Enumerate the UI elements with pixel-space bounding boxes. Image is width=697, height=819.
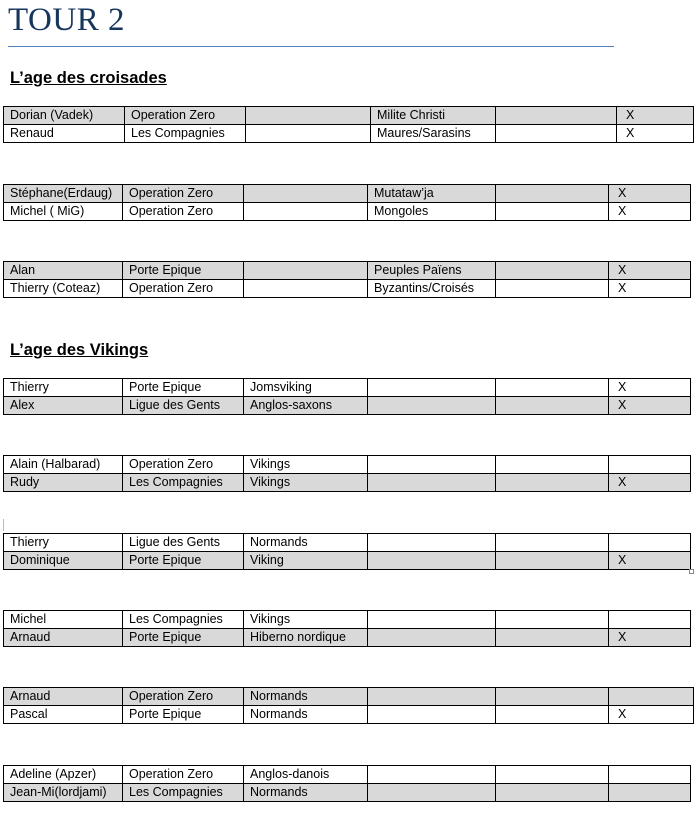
result-cell: X [609, 280, 691, 298]
result-cell [609, 688, 694, 706]
club-cell: Operation Zero [123, 203, 244, 221]
result-cell: X [609, 379, 691, 397]
club-cell: Operation Zero [125, 107, 246, 125]
table-row [4, 107, 694, 125]
match-table [3, 533, 691, 570]
paragraph-anchor-mark [3, 519, 4, 531]
club-cell: Porte Epique [123, 706, 244, 724]
player-cell: Michel [4, 611, 123, 629]
match-table [3, 455, 691, 492]
result-cell: X [609, 262, 691, 280]
result-cell [609, 534, 691, 552]
match-table [3, 610, 691, 647]
table-row [4, 379, 691, 397]
table-row [4, 688, 694, 706]
table-row [4, 262, 691, 280]
result-cell: X [609, 552, 691, 570]
score-cell [496, 125, 617, 143]
result-cell: X [609, 397, 691, 415]
table-row [4, 552, 691, 570]
army-cell [244, 203, 368, 221]
score-cell [496, 203, 609, 221]
score-cell [496, 629, 609, 647]
player-cell: Alain (Halbarad) [4, 456, 123, 474]
table-row [4, 125, 694, 143]
table-row [4, 766, 691, 784]
army2-cell: Peuples Païens [368, 262, 496, 280]
table-resize-handle[interactable] [689, 569, 694, 574]
table-row [4, 397, 691, 415]
army-cell: Normands [244, 534, 368, 552]
club-cell: Ligue des Gents [123, 534, 244, 552]
match-table [3, 687, 694, 724]
player-cell: Renaud [4, 125, 125, 143]
result-cell [609, 784, 691, 802]
club-cell: Operation Zero [123, 456, 244, 474]
score-cell [496, 611, 609, 629]
player-cell: Pascal [4, 706, 123, 724]
army-cell: Jomsviking [244, 379, 368, 397]
army2-cell [368, 456, 496, 474]
army2-cell: Maures/Sarasins [371, 125, 496, 143]
score-cell [496, 784, 609, 802]
score-cell [496, 688, 609, 706]
player-cell: Arnaud [4, 688, 123, 706]
score-cell [496, 552, 609, 570]
score-cell [496, 185, 609, 203]
army-cell: Hiberno nordique [244, 629, 368, 647]
result-cell: X [609, 185, 691, 203]
army2-cell: Mongoles [368, 203, 496, 221]
table-row [4, 456, 691, 474]
match-table [3, 106, 694, 143]
club-cell: Operation Zero [123, 185, 244, 203]
player-cell: Stéphane(Erdaug) [4, 185, 123, 203]
score-cell [496, 280, 609, 298]
army-cell [244, 262, 368, 280]
player-cell: Alex [4, 397, 123, 415]
club-cell: Operation Zero [123, 688, 244, 706]
army-cell: Anglos-saxons [244, 397, 368, 415]
army-cell: Vikings [244, 474, 368, 492]
table-row [4, 185, 691, 203]
score-cell [496, 766, 609, 784]
result-cell [609, 611, 691, 629]
match-table [3, 765, 691, 802]
player-cell: Rudy [4, 474, 123, 492]
title-rule [8, 46, 614, 47]
army-cell: Anglos-danois [244, 766, 368, 784]
army2-cell [368, 379, 496, 397]
player-cell: Thierry [4, 534, 123, 552]
army-cell: Normands [244, 784, 368, 802]
result-cell: X [609, 629, 691, 647]
army2-cell [368, 552, 496, 570]
army2-cell [368, 534, 496, 552]
army-cell: Normands [244, 706, 368, 724]
table-row [4, 474, 691, 492]
score-cell [496, 706, 609, 724]
score-cell [496, 474, 609, 492]
player-cell: Adeline (Apzer) [4, 766, 123, 784]
score-cell [496, 107, 617, 125]
army2-cell [368, 397, 496, 415]
player-cell: Dominique [4, 552, 123, 570]
score-cell [496, 456, 609, 474]
club-cell: Les Compagnies [123, 784, 244, 802]
match-table [3, 184, 691, 221]
result-cell: X [617, 107, 694, 125]
army2-cell [368, 629, 496, 647]
club-cell: Porte Epique [123, 379, 244, 397]
table-row [4, 611, 691, 629]
army2-cell [368, 706, 496, 724]
score-cell [496, 534, 609, 552]
army-cell: Vikings [244, 611, 368, 629]
page-title: TOUR 2 [8, 2, 125, 38]
army-cell [246, 107, 371, 125]
player-cell: Alan [4, 262, 123, 280]
score-cell [496, 262, 609, 280]
army-cell [246, 125, 371, 143]
match-table [3, 378, 691, 415]
result-cell: X [617, 125, 694, 143]
result-cell: X [609, 203, 691, 221]
score-cell [496, 379, 609, 397]
army2-cell [368, 688, 496, 706]
army2-cell: Byzantins/Croisés [368, 280, 496, 298]
player-cell: Thierry [4, 379, 123, 397]
army2-cell [368, 611, 496, 629]
army2-cell [368, 766, 496, 784]
table-row [4, 784, 691, 802]
army-cell: Vikings [244, 456, 368, 474]
army-cell [244, 185, 368, 203]
table-row [4, 280, 691, 298]
player-cell: Jean-Mi(lordjami) [4, 784, 123, 802]
army2-cell: Mutataw’ja [368, 185, 496, 203]
player-cell: Dorian (Vadek) [4, 107, 125, 125]
table-row [4, 203, 691, 221]
army2-cell [368, 474, 496, 492]
army-cell: Viking [244, 552, 368, 570]
score-cell [496, 397, 609, 415]
club-cell: Porte Epique [123, 552, 244, 570]
army2-cell [368, 784, 496, 802]
player-cell: Michel ( MiG) [4, 203, 123, 221]
section-heading-vikings: L’age des Vikings [10, 341, 149, 359]
result-cell: X [609, 474, 691, 492]
player-cell: Arnaud [4, 629, 123, 647]
table-row [4, 629, 691, 647]
result-cell: X [609, 706, 694, 724]
club-cell: Operation Zero [123, 766, 244, 784]
army2-cell: Milite Christi [371, 107, 496, 125]
club-cell: Porte Epique [123, 629, 244, 647]
section-heading-croisades: L’age des croisades [10, 69, 167, 87]
club-cell: Les Compagnies [123, 474, 244, 492]
club-cell: Les Compagnies [123, 611, 244, 629]
player-cell: Thierry (Coteaz) [4, 280, 123, 298]
army-cell: Normands [244, 688, 368, 706]
table-row [4, 534, 691, 552]
club-cell: Ligue des Gents [123, 397, 244, 415]
result-cell [609, 456, 691, 474]
table-row [4, 706, 694, 724]
army-cell [244, 280, 368, 298]
match-table [3, 261, 691, 298]
club-cell: Les Compagnies [125, 125, 246, 143]
result-cell [609, 766, 691, 784]
club-cell: Porte Epique [123, 262, 244, 280]
club-cell: Operation Zero [123, 280, 244, 298]
